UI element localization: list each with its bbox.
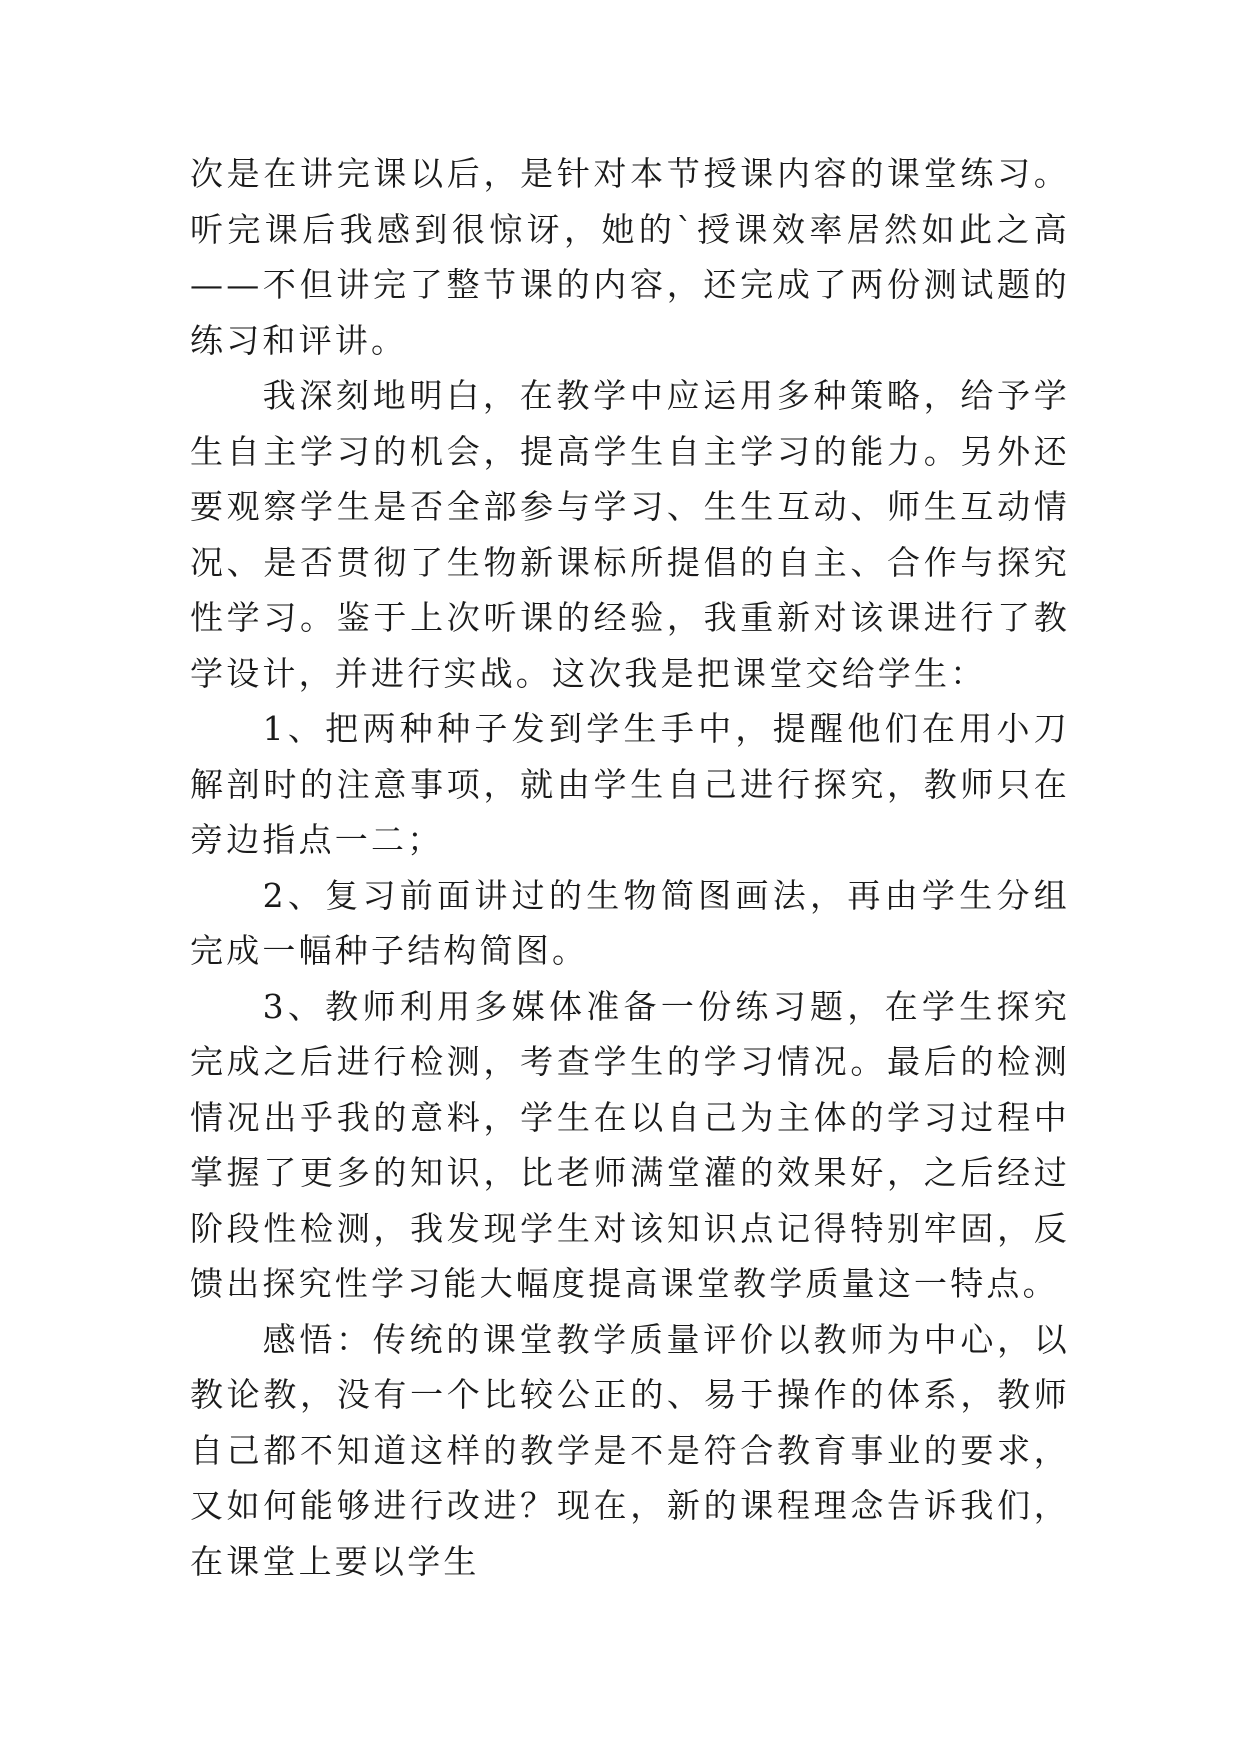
paragraph-step-3: 3、教师利用多媒体准备一份练习题，在学生探究完成之后进行检测，考查学生的学习情况。最后的检测情况出乎我的意料，学生在以自己为主体的学习过程中掌握了更多的知识，比老师满堂灌的效果好，之后经过阶段性检测，我发现学生对该知识点记得特别牢固，反馈出探究性学习能大幅度提高课堂教学质量这一特点。 bbox=[190, 986, 1070, 1303]
document-body bbox=[190, 146, 1070, 1589]
paragraph-step-2: 2、复习前面讲过的生物简图画法，再由学生分组完成一幅种子结构简图。 bbox=[190, 875, 1070, 970]
paragraph-continuation: 次是在讲完课以后，是针对本节授课内容的课堂练习。听完课后我感到很惊讶，她的`授课效率居然如此之高——不但讲完了整节课的内容，还完成了两份测试题的练习和评讲。 bbox=[190, 154, 1070, 360]
paragraph-reflection: 感悟：传统的课堂教学质量评价以教师为中心，以教论教，没有一个比较公正的、易于操作的体系，教师自己都不知道这样的教学是不是符合教育事业的要求，又如何能够进行改进？现在，新的课程理念告诉我们，在课堂上要以学生 bbox=[190, 1319, 1070, 1581]
paragraph-strategy: 我深刻地明白，在教学中应运用多种策略，给予学生自主学习的机会，提高学生自主学习的能力。另外还要观察学生是否全部参与学习、生生互动、师生互动情况、是否贯彻了生物新课标所提倡的自主、合作与探究性学习。鉴于上次听课的经验，我重新对该课进行了教学设计，并进行实战。这次我是把课堂交给学生： bbox=[190, 376, 1070, 693]
paragraph-step-1: 1、把两种种子发到学生手中，提醒他们在用小刀解剖时的注意事项，就由学生自己进行探究，教师只在旁边指点一二； bbox=[190, 709, 1070, 859]
